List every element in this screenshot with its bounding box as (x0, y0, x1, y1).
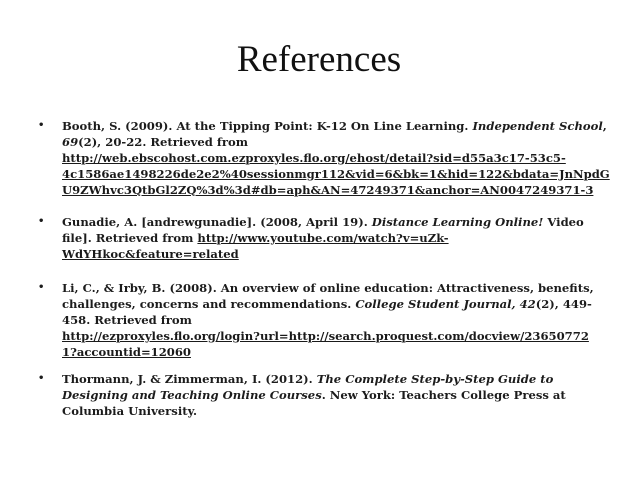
reference-italic-text: 69 (62, 135, 79, 149)
reference-line (62, 118, 608, 134)
reference-line (62, 280, 608, 296)
reference-italic-text: College Student Journal, 42 (355, 297, 536, 311)
reference-segment: (2), 449- (535, 297, 592, 311)
reference-line (62, 344, 608, 360)
reference-link[interactable]: http://www.youtube.com/watch?v=uZk- (197, 231, 449, 245)
reference-line (62, 328, 608, 344)
reference-italic-text: The Complete Step-by-Step Guide to (316, 372, 554, 386)
reference-link[interactable]: 4c1586ae1498226de2e2%40sessionmgr112&vid=6&bk=1&hid=122&bdata=JnNpdG (62, 167, 610, 181)
reference-segment: 458. Retrieved from (62, 313, 192, 327)
reference-line (62, 134, 608, 150)
bullet-icon: • (38, 373, 45, 384)
reference-text (62, 280, 608, 360)
reference-link[interactable]: http://ezproxyles.flo.org/login?url=http://search.proquest.com/docview/23650772 (62, 329, 589, 343)
reference-segment: Booth, S. (2009). At the Tipping Point: K-12 On Line Learning. (62, 119, 473, 133)
reference-line (62, 150, 608, 166)
reference-italic-text: Distance Learning Online! (371, 215, 544, 229)
reference-segment: (2), 20-22. Retrieved from (78, 135, 249, 149)
reference-segment: Video (543, 215, 584, 229)
reference-link[interactable]: U9ZWhvc3QtbGl2ZQ%3d%3d#db=aph&AN=47249371&anchor=AN0047249371-3 (62, 183, 594, 197)
reference-link[interactable]: http://web.ebscohost.com.ezproxyles.flo.org/ehost/detail?sid=d55a3c17-53c5- (62, 151, 566, 165)
bullet-icon: • (38, 282, 45, 293)
reference-italic-text: Designing and Teaching Online Courses (62, 388, 322, 402)
reference-segment: Thormann, J. & Zimmerman, I. (2012). (62, 372, 317, 386)
reference-segment: Gunadie, A. [andrewgunadie]. (2008, April 19). (62, 215, 372, 229)
reference-segment: Li, C., & Irby, B. (2008). An overview of online education: Attractiveness, benefits, (62, 281, 594, 295)
reference-segment: . New York: Teachers College Press at (321, 388, 566, 402)
reference-line (62, 182, 608, 198)
reference-line (62, 371, 608, 387)
reference-line (62, 246, 608, 262)
reference-line (62, 230, 608, 246)
reference-text (62, 214, 608, 262)
reference-line (62, 166, 608, 182)
reference-segment: challenges, concerns and recommendations. (62, 297, 356, 311)
slide-title: References (236, 39, 402, 80)
reference-line (62, 387, 608, 403)
reference-text (62, 118, 608, 198)
reference-text (62, 371, 608, 419)
reference-link[interactable]: 1?accountid=12060 (62, 345, 191, 359)
reference-link[interactable]: WdYHkoc&feature=related (62, 247, 239, 261)
reference-line (62, 312, 608, 328)
bullet-icon: • (38, 120, 45, 131)
reference-segment: Columbia University. (62, 404, 198, 418)
reference-line (62, 296, 608, 312)
reference-italic-text: Independent School (472, 119, 603, 133)
reference-segment: file]. Retrieved from (62, 231, 198, 245)
reference-line (62, 403, 608, 419)
reference-line (62, 214, 608, 230)
bullet-icon: • (38, 216, 45, 227)
reference-segment: , (602, 119, 607, 133)
